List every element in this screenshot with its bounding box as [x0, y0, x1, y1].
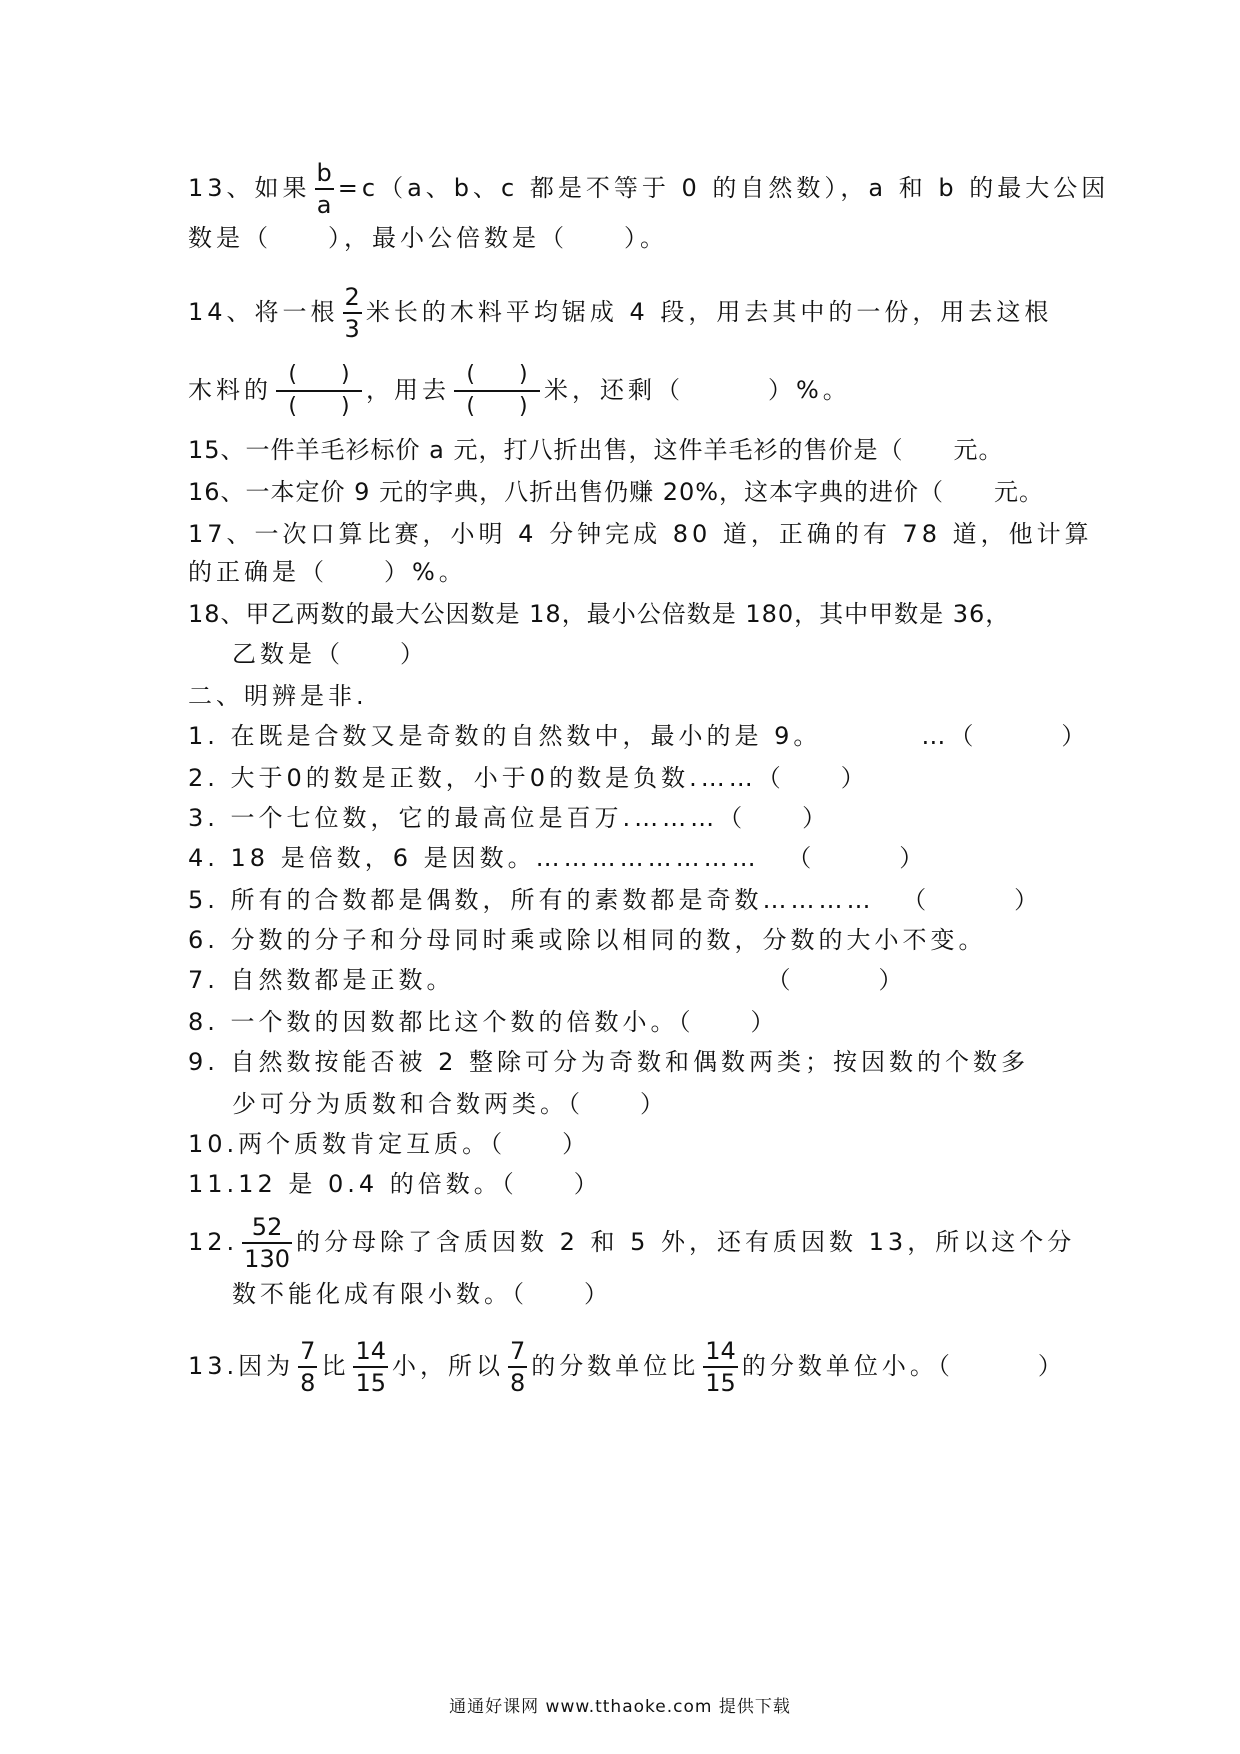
question-13-prefix: 13、如果	[188, 174, 311, 202]
question-14-line2-post: 米，还剩（ ）%。	[544, 376, 851, 404]
question-13-text: =c（a、b、c 都是不等于 0 的自然数），a 和 b 的最大公因	[337, 174, 1110, 202]
question-15: 15、一件羊毛衫标价 a 元，打八折出售，这件羊毛衫的售价是（ 元。	[188, 436, 1004, 464]
judge-item-9-line-2: 少可分为质数和合数两类。（ ）	[232, 1090, 668, 1118]
judge-13-post: 的分数单位小。（ ）	[741, 1352, 1066, 1380]
fraction-denominator: ( )	[466, 394, 528, 419]
fraction-numerator: 2	[344, 283, 360, 311]
fraction-denominator: a	[316, 191, 332, 219]
blank-fraction-2	[454, 360, 540, 422]
judge-item-3: 3. 一个七位数，它的最高位是百万.………（ ）	[188, 804, 831, 832]
judge-13-text-1: 比	[321, 1352, 350, 1380]
fraction-denominator: 15	[705, 1369, 736, 1397]
question-16: 16、一本定价 9 元的字典，八折出售仍赚 20%，这本字典的进价（ 元。	[188, 478, 1045, 506]
question-14-line2-prefix: 木料的	[188, 376, 272, 404]
judge-item-1: 1. 在既是合数又是奇数的自然数中，最小的是 9。 …（ ）	[188, 722, 1090, 750]
fraction-7-over-8	[508, 1336, 527, 1398]
question-13-line-2: 数是（ ），最小公倍数是（ ）。	[188, 224, 668, 252]
judge-item-8: 8. 一个数的因数都比这个数的倍数小。（ ）	[188, 1008, 779, 1036]
question-14-line2-mid: ，用去	[366, 376, 450, 404]
question-17-line-1: 17、一次口算比赛，小明 4 分钟完成 80 道，正确的有 78 道，他计算	[188, 520, 1093, 548]
question-18-line-2: 乙数是（ ）	[232, 640, 428, 668]
question-14-prefix: 14、将一根	[188, 298, 339, 326]
fraction-numerator: 7	[510, 1337, 526, 1365]
fraction-denominator: 15	[355, 1369, 386, 1397]
judge-12-prefix: 12.	[188, 1228, 239, 1256]
judge-item-11: 11.12 是 0.4 的倍数。（ ）	[188, 1170, 602, 1198]
judge-item-7: 7. 自然数都是正数。 （ ）	[188, 966, 907, 994]
question-18-line-1: 18、甲乙两数的最大公因数是 18，最小公倍数是 180，其中甲数是 36，	[188, 600, 1011, 628]
fraction-denominator: ( )	[288, 394, 350, 419]
judge-item-2: 2. 大于0的数是正数，小于0的数是负数.……（ ）	[188, 764, 869, 792]
judge-item-12-line-2: 数不能化成有限小数。（ ）	[232, 1280, 612, 1308]
question-13-line-1	[188, 158, 1110, 220]
fraction-14-over-15	[703, 1336, 738, 1398]
question-14-line-2	[188, 360, 1054, 422]
fraction-numerator: 14	[355, 1337, 386, 1365]
judge-13-text-3: 的分数单位比	[531, 1352, 700, 1380]
question-14-line-1	[188, 282, 1054, 344]
fraction-14-over-15	[353, 1336, 388, 1398]
blank-fraction-1	[276, 360, 362, 422]
fraction-7-over-8	[298, 1336, 317, 1398]
fraction-denominator: 3	[344, 315, 360, 343]
fraction-52-over-130	[242, 1212, 292, 1274]
fraction-numerator: ( )	[466, 362, 528, 387]
judge-item-4: 4. 18 是倍数，6 是因数。…………………… （ ）	[188, 844, 928, 872]
question-17-line-2: 的正确是（ ）%。	[188, 558, 467, 586]
judge-item-12-line-1	[188, 1212, 1076, 1274]
fraction-numerator: b	[316, 159, 332, 187]
fraction-numerator: 52	[251, 1213, 283, 1241]
fraction-numerator: 7	[300, 1337, 316, 1365]
judge-item-10: 10.两个质数肯定互质。（ ）	[188, 1130, 591, 1158]
judge-13-prefix: 13.因为	[188, 1352, 295, 1380]
fraction-denominator: 8	[510, 1369, 526, 1397]
fraction-b-over-a	[315, 158, 334, 220]
judge-13-text-2: 小，所以	[392, 1352, 504, 1380]
fraction-numerator: ( )	[288, 362, 350, 387]
fraction-two-thirds	[343, 282, 362, 344]
judge-item-9-line-1: 9. 自然数按能否被 2 整除可分为奇数和偶数两类；按因数的个数多	[188, 1048, 1030, 1076]
judge-item-5: 5. 所有的合数都是偶数，所有的素数都是奇数………… （ ）	[188, 886, 1043, 914]
fraction-numerator: 14	[705, 1337, 736, 1365]
question-14-text: 米长的木料平均锯成 4 段，用去其中的一份，用去这根	[365, 298, 1053, 326]
fraction-denominator: 8	[300, 1369, 316, 1397]
page-footer: 通通好课网 www.tthaoke.com 提供下载	[449, 1697, 791, 1717]
judge-12-text: 的分母除了含质因数 2 和 5 外，还有质因数 13，所以这个分	[295, 1228, 1076, 1256]
judge-item-13	[188, 1336, 1066, 1398]
fraction-denominator: 130	[244, 1245, 290, 1273]
section-2-heading: 二、明辨是非.	[188, 682, 368, 710]
judge-item-6: 6. 分数的分子和分母同时乘或除以相同的数，分数的大小不变。	[188, 926, 987, 954]
